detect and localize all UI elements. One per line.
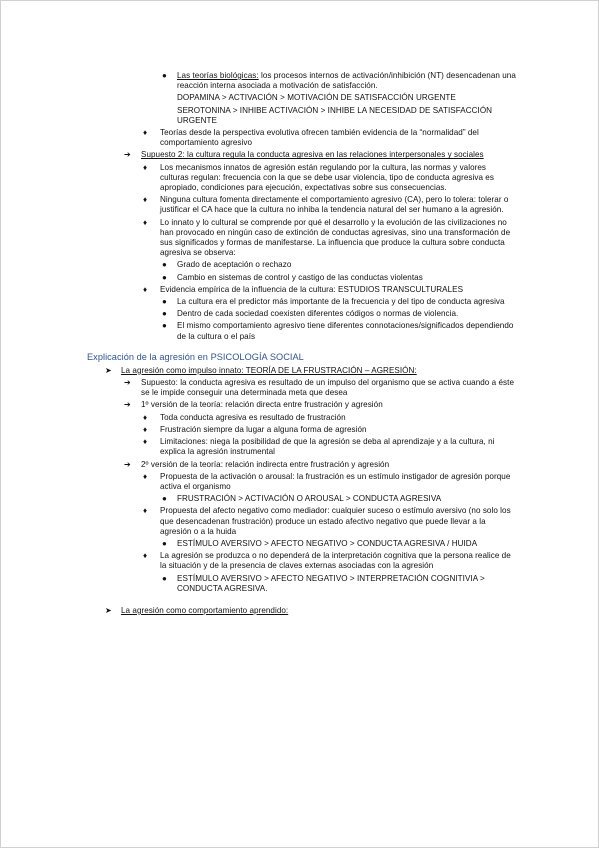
arrowhead-bullet-icon: ➤ [105, 365, 112, 375]
item-body-text: El mismo comportamiento agresivo tiene diferentes connotaciones/significados dependiendo de la cultura o el país [177, 321, 514, 341]
list-item [1, 574, 517, 594]
list-item-text [160, 472, 516, 492]
item-body-text: SEROTONINA > INHIBE ACTIVACIÓN > INHIBE LA NECESIDAD DE SATISFACCIÓN URGENTE [177, 105, 493, 125]
list-item [1, 297, 517, 307]
list-item [1, 413, 516, 423]
list-item-text [177, 309, 517, 319]
diamond-bullet-icon: ♦ [143, 284, 148, 294]
item-body-text: Propuesta de la activación o arousal: la frustración es un estímulo instigador de agresión porque activa el organismo [160, 471, 511, 491]
item-body-text: Frustración siempre da lugar a alguna forma de agresión [160, 424, 367, 434]
list-item [1, 128, 516, 148]
list-item [1, 551, 516, 571]
diamond-bullet-icon: ♦ [143, 217, 148, 227]
item-body-text: ESTÍMULO AVERSIVO > AFECTO NEGATIVO > CONDUCTA AGRESIVA / HUIDA [177, 538, 478, 548]
diamond-bullet-icon: ♦ [143, 162, 148, 172]
circle-bullet-icon: ● [162, 297, 167, 307]
list-item-text [160, 437, 516, 457]
diamond-bullet-icon: ♦ [143, 551, 148, 561]
list-item [1, 494, 517, 504]
circle-bullet-icon: ● [162, 71, 167, 80]
item-body-text: Cambio en sistemas de control y castigo de las conductas violentas [177, 272, 423, 282]
item-body-text: los procesos internos de activación/inhibición (NT) desencadenan una reacción interna asociada a motivación de satisfacción. [177, 71, 516, 91]
circle-bullet-icon: ● [162, 538, 167, 548]
list-item-text [160, 218, 516, 259]
list-item [1, 366, 516, 376]
list-item [1, 460, 516, 470]
circle-bullet-icon: ● [162, 321, 167, 331]
underlined-label: Supuesto 2: la cultura regula la conducta agresiva en las relaciones interpersonales y sociales [141, 150, 484, 160]
list-item-text [141, 378, 516, 398]
item-body-text: Evidencia empírica de la influencia de la cultura: ESTUDIOS TRANSCULTURALES [160, 284, 464, 294]
list-item-text [177, 273, 517, 283]
diamond-bullet-icon: ♦ [143, 437, 148, 447]
item-body-text: La cultura era el predictor más importante de la frecuencia y del tipo de conducta agresiva [177, 297, 505, 307]
item-body-text: Dentro de cada sociedad coexisten diferentes códigos o normas de violencia. [177, 309, 459, 319]
list-item [1, 106, 517, 126]
circle-bullet-icon: ● [162, 309, 167, 319]
list-item [1, 218, 516, 259]
list-item [1, 472, 516, 492]
list-item [1, 437, 516, 457]
circle-bullet-icon: ● [162, 272, 167, 282]
list-item [1, 195, 516, 215]
list-item [1, 606, 516, 616]
list-item-text [141, 400, 516, 410]
list-item [1, 539, 517, 549]
section-heading: Explicación de la agresión en PSICOLOGÍA SOCIAL [87, 351, 304, 362]
item-body-text: Toda conducta agresiva es resultado de frustración [160, 412, 346, 422]
list-item [1, 273, 517, 283]
list-item [1, 400, 516, 410]
list-item-text [177, 260, 517, 270]
item-body-text: Ninguna cultura fomenta directamente el comportamiento agresivo (CA), pero lo tolera: tolerar o justificar el CA hace que la cultura no inhiba la tendencia natural del ser humano a la agresión. [160, 195, 509, 215]
list-item [1, 378, 516, 398]
list-item-text [160, 413, 516, 423]
diamond-bullet-icon: ♦ [143, 471, 148, 481]
diamond-bullet-icon: ♦ [143, 195, 148, 205]
blank-line [1, 596, 599, 606]
item-body-text: Grado de aceptación o rechazo [177, 260, 292, 270]
list-item [1, 163, 516, 194]
document-body [1, 71, 599, 618]
circle-bullet-icon: ● [162, 260, 167, 270]
list-item-text [121, 606, 516, 616]
diamond-bullet-icon: ♦ [143, 128, 148, 138]
list-item-text [177, 93, 517, 103]
list-item [1, 309, 517, 319]
list-item [1, 260, 517, 270]
list-item [1, 321, 517, 341]
item-body-text: 1º versión de la teoría: relación directa entre frustración y agresión [141, 400, 383, 410]
list-item-text [160, 285, 516, 295]
list-item-text [177, 321, 517, 341]
list-item-text [177, 106, 517, 126]
arrow-bullet-icon: ➔ [124, 459, 131, 469]
diamond-bullet-icon: ♦ [143, 506, 148, 516]
list-item-text [160, 195, 516, 215]
list-item [1, 506, 516, 537]
circle-bullet-icon: ● [162, 494, 167, 504]
arrow-bullet-icon: ➔ [124, 150, 131, 160]
list-item-text [177, 71, 517, 91]
item-body-text: ESTÍMULO AVERSIVO > AFECTO NEGATIVO > INTERPRETACIÓN COGNITIVIA > CONDUCTA AGRESIVA. [177, 573, 485, 593]
item-body-text: Propuesta del afecto negativo como mediador: cualquier suceso o estímulo aversivo (no solo los que desencadenan frustración) produce un estado afectivo negativo que puede llevar a la agresión o a la huida [160, 506, 511, 536]
diamond-bullet-icon: ♦ [143, 424, 148, 434]
arrow-bullet-icon: ➔ [124, 400, 131, 410]
item-body-text: Lo innato y lo cultural se comprende por qué el desarrollo y la evolución de las civilizaciones no han provocado en ningún caso de extinción de conductas agresivas, sino una transformación de sus significados y formas de manifestarse. La influencia que produce la cultura sobre conducta agresiva se observa: [160, 217, 511, 258]
list-item [1, 93, 517, 103]
arrow-bullet-icon: ➔ [124, 378, 131, 388]
item-body-text: La agresión se produzca o no dependerá de la interpretación cognitiva que la persona realice de la situación y de la presencia de claves externas asociadas con la agresión [160, 551, 511, 571]
item-body-text: Los mecanismos innatos de agresión están regulando por la cultura, las normas y valores culturas regulan: frecuencia con la que se debe usar violencia, tipo de conducta agresiva es apropiado, condiciones para ejecución, expectativas sobre sus consecuencias. [160, 162, 494, 193]
list-item-text [160, 425, 516, 435]
underlined-label: La agresión como comportamiento aprendido: [121, 605, 289, 615]
item-body-text: DOPAMINA > ACTIVACIÓN > MOTIVACIÓN DE SATISFACCIÓN URGENTE [177, 93, 456, 103]
list-item-text [177, 297, 517, 307]
list-item-text [160, 163, 516, 194]
item-body-text: Limitaciones: niega la posibilidad de que la agresión se deba al aprendizaje y a la cultura, ni explica la agresión instrumental [160, 437, 495, 457]
list-item-text [141, 460, 516, 470]
list-item-text [160, 551, 516, 571]
list-item [1, 150, 516, 160]
list-item-text [177, 539, 517, 549]
list-item-text [141, 150, 516, 160]
underlined-label: Las teorías biológicas: [177, 71, 259, 80]
list-item-text [121, 366, 516, 376]
list-item [1, 285, 516, 295]
underlined-label: La agresión como impulso innato: TEORÍA DE LA FRUSTRACIÓN – AGRESIÓN: [121, 365, 417, 375]
item-body-text: Supuesto: la conducta agresiva es resultado de un impulso del organismo que se activa cuando a éste se le impide conseguir una determinada meta que desea [141, 378, 514, 398]
list-item-text [160, 128, 516, 148]
list-item-text [177, 574, 517, 594]
item-body-text: Teorías desde la perspectiva evolutiva ofrecen también evidencia de la “normalidad” del comportamiento agresivo [160, 128, 479, 148]
item-body-text: 2º versión de la teoría: relación indirecta entre frustración y agresión [141, 459, 390, 469]
list-item-text [160, 506, 516, 537]
list-item [1, 425, 516, 435]
circle-bullet-icon: ● [162, 573, 167, 583]
diamond-bullet-icon: ♦ [143, 412, 148, 422]
list-item-text [177, 494, 517, 504]
list-item [1, 71, 517, 91]
item-body-text: FRUSTRACIÓN > ACTIVACIÓN O AROUSAL > CONDUCTA AGRESIVA [177, 494, 442, 504]
arrowhead-bullet-icon: ➤ [105, 605, 112, 615]
